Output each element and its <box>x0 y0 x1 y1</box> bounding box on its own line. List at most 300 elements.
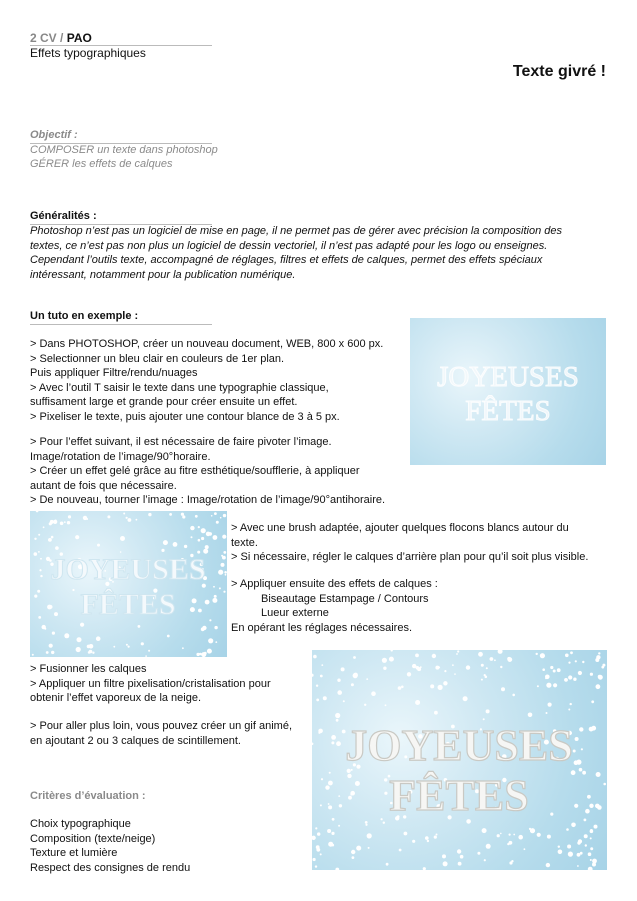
snowflake <box>590 673 593 676</box>
snowflake <box>548 703 552 707</box>
snowflake <box>486 844 491 849</box>
tuto-sub-item: Lueur externe <box>261 607 329 619</box>
general-line: Photoshop n’est pas un logiciel de mise en page, il ne permet pas de gérer avec précision la composition des <box>30 225 562 237</box>
snowflake <box>87 645 91 649</box>
snowflake <box>343 700 345 702</box>
snowflake <box>575 660 577 662</box>
snowflake <box>34 552 38 556</box>
criteria-item: Choix typographique <box>30 818 131 830</box>
snowflake <box>223 551 226 554</box>
snowflake <box>513 834 515 836</box>
snowflake <box>590 859 592 861</box>
snowflake <box>425 836 429 840</box>
snowflake <box>415 700 420 705</box>
tuto-sub-item: Biseautage Estampage / Contours <box>261 592 429 605</box>
snowflake <box>316 685 318 687</box>
snowflake <box>40 569 42 571</box>
snowflake <box>443 681 447 685</box>
snowflake <box>182 515 185 518</box>
tuto-line: > Fusionner les calques <box>30 663 147 675</box>
snowflake <box>53 520 57 524</box>
image-text-line2: FÊTES <box>389 771 529 820</box>
snowflake <box>202 626 206 630</box>
snowflake <box>457 650 459 652</box>
snowflake <box>328 803 330 805</box>
snowflake <box>391 650 393 652</box>
snowflake <box>312 836 316 840</box>
snowflake <box>483 718 485 720</box>
snowflake <box>313 858 316 861</box>
snowflake <box>500 833 502 835</box>
snowflake <box>591 700 594 703</box>
image-text-line1: JOYEUSES <box>345 721 573 770</box>
snowflake <box>347 774 351 778</box>
snowflake <box>141 642 144 645</box>
snowflake <box>558 850 563 855</box>
snowflake <box>444 670 446 672</box>
snowflake <box>212 598 217 603</box>
tuto-step-block-1 <box>30 337 410 424</box>
snowflake <box>321 778 323 780</box>
snowflake <box>509 834 511 836</box>
snowflake <box>32 654 34 656</box>
tuto-line: Image/rotation de l’image/90°horaire. <box>30 450 211 463</box>
tuto-line: > Appliquer ensuite des effets de calques : <box>231 578 438 590</box>
tuto-line: > Pixeliser le texte, puis ajouter une contour blance de 3 à 5 px. <box>30 410 340 423</box>
snowflake <box>540 653 545 658</box>
snowflake <box>494 659 496 661</box>
snowflake <box>320 804 322 806</box>
tuto-line: > Selectionner un bleu clair en couleurs de 1er plan. <box>30 352 285 365</box>
snowflake <box>399 849 402 852</box>
snowflake <box>588 852 592 856</box>
snowflake <box>44 628 46 630</box>
snowflake <box>498 650 503 654</box>
snowflake <box>97 544 100 547</box>
snowflake <box>602 664 605 667</box>
snowflake <box>218 570 223 575</box>
snowflake <box>49 644 53 648</box>
snowflake <box>126 517 128 519</box>
snowflake <box>320 853 322 855</box>
snowflake <box>381 818 383 820</box>
snowflake <box>335 713 340 718</box>
snowflake <box>163 540 168 545</box>
snowflake <box>573 678 576 681</box>
snowflake <box>126 644 128 646</box>
snowflake <box>136 519 138 521</box>
snowflake <box>478 652 483 657</box>
general-heading: Généralités : <box>30 210 97 222</box>
snowflake <box>584 819 587 822</box>
snowflake <box>385 704 387 706</box>
snowflake <box>587 795 591 799</box>
snowflake <box>331 741 334 744</box>
course-name: PAO <box>66 31 92 45</box>
snowflake <box>205 545 209 549</box>
image-text-line2: FÊTES <box>80 588 176 621</box>
snowflake <box>351 683 354 686</box>
snowflake <box>416 666 420 670</box>
snowflake <box>327 829 331 833</box>
snowflake <box>573 750 576 753</box>
snowflake <box>80 623 84 627</box>
snowflake <box>592 863 596 867</box>
snowflake <box>386 863 389 866</box>
objective-list <box>30 143 218 171</box>
snowflake <box>589 804 593 808</box>
snowflake <box>46 557 50 561</box>
snowflake <box>312 743 313 746</box>
snowflake <box>169 513 172 516</box>
snowflake <box>571 770 576 775</box>
snowflake <box>550 813 553 816</box>
snowflake <box>353 656 356 659</box>
snowflake <box>317 832 320 835</box>
snowflake <box>427 840 429 842</box>
snowflake <box>355 781 360 786</box>
snowflake <box>412 840 415 843</box>
snowflake <box>339 804 342 807</box>
snowflake <box>365 821 368 824</box>
general-paragraph <box>30 224 610 282</box>
snowflake <box>341 667 345 671</box>
snowflake <box>382 658 387 663</box>
snowflake <box>384 778 387 781</box>
snowflake <box>40 558 42 560</box>
snowflake <box>407 672 411 676</box>
objective-line: GÉRER les effets de calques <box>30 158 173 170</box>
snowflake <box>331 832 334 835</box>
snowflake <box>568 675 572 679</box>
snowflake <box>337 679 340 682</box>
snowflake <box>553 683 557 687</box>
snowflake <box>420 666 422 668</box>
snowflake <box>585 809 590 814</box>
course-label <box>30 31 92 45</box>
snowflake <box>328 842 333 847</box>
snowflake <box>325 785 329 789</box>
snowflake <box>338 825 340 827</box>
snowflake <box>312 674 314 677</box>
snowflake <box>579 768 583 772</box>
snowflake <box>595 658 599 662</box>
snowflake <box>512 694 515 697</box>
snowflake <box>38 616 41 619</box>
snowflake <box>590 830 594 834</box>
snowflake <box>353 673 358 678</box>
snowflake <box>383 822 385 824</box>
snowflake <box>36 511 39 512</box>
snowflake <box>192 598 197 603</box>
snowflake <box>40 575 42 577</box>
criteria-item: Texture et lumière <box>30 847 118 859</box>
snowflake <box>568 709 570 711</box>
snowflake <box>198 539 201 542</box>
image-text-line2: FÊTES <box>465 395 551 427</box>
snowflake <box>575 737 579 741</box>
snowflake <box>477 852 480 855</box>
snowflake <box>316 699 319 702</box>
snowflake <box>383 667 386 670</box>
snowflake <box>173 542 178 547</box>
snowflake <box>484 859 486 861</box>
snowflake <box>213 535 218 540</box>
snowflake <box>167 635 170 638</box>
snowflake <box>596 684 601 689</box>
snowflake <box>313 655 317 659</box>
tuto-line: > Avec l’outil T saisir le texte dans une typographie classique, <box>30 381 329 394</box>
tuto-line: autant de fois que nécessaire. <box>30 479 177 492</box>
snowflake <box>221 555 223 557</box>
snowflake <box>497 834 500 837</box>
snowflake <box>184 545 187 548</box>
snowflake <box>48 538 52 542</box>
snowflake <box>545 678 547 680</box>
tuto-line: obtenir l’effet vaporeux de la neige. <box>30 692 202 704</box>
tuto-line: > De nouveau, tourner l’image : Image/rotation de l’image/90°antihoraire. <box>30 494 386 506</box>
snowflake <box>574 804 578 808</box>
snowflake <box>148 650 150 652</box>
snowflake <box>315 865 317 867</box>
image-text-line1: JOYEUSES <box>437 361 579 393</box>
snowflake <box>430 684 434 688</box>
snowflake <box>389 657 394 662</box>
snowflake <box>37 590 40 593</box>
snowflake <box>38 551 40 553</box>
snowflake <box>566 828 569 831</box>
snowflake <box>482 828 487 833</box>
snowflake <box>568 662 570 664</box>
snowflake <box>584 834 588 838</box>
snowflake <box>161 549 164 552</box>
snowflake <box>536 653 538 655</box>
snowflake <box>596 772 601 777</box>
snowflake <box>51 536 54 539</box>
snowflake <box>214 595 217 598</box>
snowflake <box>64 521 66 523</box>
snowflake <box>367 833 372 838</box>
snowflake <box>201 528 206 533</box>
document-subtitle: Effets typographiques <box>30 46 146 60</box>
snowflake <box>368 847 370 849</box>
snowflake <box>528 713 533 718</box>
snowflake <box>34 595 37 598</box>
snowflake <box>337 690 342 695</box>
snowflake <box>67 521 70 524</box>
snowflake <box>221 563 225 567</box>
snowflake <box>423 867 426 870</box>
snowflake <box>338 795 340 797</box>
snowflake <box>460 855 464 859</box>
snowflake <box>195 515 198 518</box>
snowflake <box>223 514 226 517</box>
snowflake <box>207 649 212 654</box>
snowflake <box>590 837 592 839</box>
snowflake <box>590 847 593 850</box>
snowflake <box>331 735 336 740</box>
snowflake <box>316 845 320 849</box>
snowflake <box>458 862 462 866</box>
snowflake <box>145 655 147 657</box>
tuto-line: > Appliquer un filtre pixelisation/cristalisation pour <box>30 677 271 690</box>
snowflake <box>442 854 446 858</box>
snowflake <box>588 867 593 870</box>
snowflake <box>366 678 368 680</box>
snowflake <box>438 685 443 690</box>
snowflake <box>329 772 331 774</box>
page-title: Texte givré ! <box>512 63 606 80</box>
snowflake <box>434 711 438 715</box>
tuto-line: > Pour l’effet suivant, il est nécessaire de faire pivoter l’image. <box>30 436 332 448</box>
snowflake <box>64 633 69 638</box>
snowflake <box>571 823 576 828</box>
snowflake <box>198 609 202 613</box>
snowflake <box>578 839 582 843</box>
tuto-divider <box>30 324 212 325</box>
snowflake <box>524 848 526 850</box>
snowflake <box>224 571 227 574</box>
tuto-line: > Pour aller plus loin, vous pouvez créer un gif animé, <box>30 720 293 732</box>
snowflake <box>182 647 184 649</box>
criteria-item: Composition (texte/neige) <box>30 832 156 845</box>
snowflake <box>567 845 571 849</box>
tuto-line: suffisament large et grande pour créer ensuite un effet. <box>30 396 298 408</box>
snowflake <box>452 664 454 666</box>
snowflake <box>598 675 603 680</box>
snowflake <box>223 591 225 593</box>
tuto-step-block-5 <box>30 662 310 706</box>
snowflake <box>568 852 573 857</box>
snowflake <box>38 534 40 536</box>
snowflake <box>546 683 551 688</box>
snowflake <box>77 637 82 642</box>
snowflake <box>320 675 323 678</box>
snowflake <box>500 666 502 668</box>
snowflake <box>371 691 376 696</box>
snowflake <box>49 522 52 525</box>
snowflake <box>594 825 598 829</box>
snowflake <box>75 535 79 539</box>
tuto-line: > Si nécessaire, régler le calques d’arrière plan pour qu’il soit plus visible. <box>231 551 589 563</box>
tuto-step-block-3 <box>231 521 616 565</box>
snowflake <box>364 704 366 706</box>
example-image-step1 <box>410 318 606 465</box>
snowflake <box>456 653 458 655</box>
example-image-final <box>312 650 607 870</box>
snowflake <box>564 678 568 682</box>
objective-line: COMPOSER un texte dans photoshop <box>30 144 218 156</box>
snowflake <box>92 652 94 654</box>
general-line: intéressant, notamment pour la publication numérique. <box>30 268 296 281</box>
snowflake <box>318 729 323 734</box>
tuto-heading: Un tuto en exemple : <box>30 310 139 322</box>
objective-heading: Objectif : <box>30 129 78 141</box>
snowflake <box>51 651 54 654</box>
snowflake <box>107 515 110 518</box>
snowflake <box>384 792 387 795</box>
snowflake <box>350 794 352 796</box>
snowflake <box>76 647 81 652</box>
snowflake <box>34 538 36 540</box>
snowflake <box>209 619 211 621</box>
snowflake <box>88 651 91 654</box>
snowflake <box>415 654 419 658</box>
snowflake <box>490 657 494 661</box>
snowflake <box>603 783 606 786</box>
snowflake <box>550 666 553 669</box>
snowflake <box>432 654 436 658</box>
general-line: textes, ce n’est pas non plus un logiciel de dessin vectoriel, il n’est pas adapté pour les logo ou enseignes. <box>30 239 548 252</box>
snowflake <box>128 518 132 522</box>
snowflake <box>501 687 505 691</box>
snowflake <box>589 727 594 732</box>
snowflake <box>211 515 213 517</box>
snowflake <box>219 587 221 589</box>
snowflake <box>578 671 582 675</box>
snowflake <box>206 532 211 537</box>
snowflake <box>481 679 483 681</box>
snowflake <box>120 536 125 541</box>
snowflake <box>518 835 523 840</box>
snowflake <box>486 709 490 713</box>
snowflake <box>201 537 204 540</box>
tuto-step-block-4 <box>231 577 616 635</box>
snowflake <box>356 846 361 851</box>
snowflake <box>454 673 456 675</box>
snowflake <box>598 652 600 654</box>
snowflake <box>96 636 101 641</box>
snowflake <box>336 719 339 722</box>
snowflake <box>434 836 437 839</box>
snowflake <box>190 526 194 530</box>
snowflake <box>123 513 125 515</box>
snowflake <box>208 638 213 643</box>
snowflake <box>323 696 327 700</box>
snowflake <box>214 626 217 629</box>
snowflake <box>466 665 470 669</box>
snowflake <box>55 546 59 550</box>
snowflake <box>86 518 88 520</box>
snowflake <box>128 646 130 648</box>
snowflake <box>457 849 461 853</box>
snowflake <box>43 526 45 528</box>
tuto-step-block-2 <box>30 435 430 508</box>
tuto-line: En opérant les réglages nécessaires. <box>231 621 412 634</box>
snowflake <box>486 667 488 669</box>
snowflake <box>54 612 58 616</box>
snowflake <box>352 856 355 859</box>
snowflake <box>335 868 339 870</box>
snowflake <box>557 668 561 672</box>
snowflake <box>481 664 484 667</box>
snowflake <box>205 600 210 605</box>
tuto-line: > Dans PHOTOSHOP, créer un nouveau document, WEB, 800 x 600 px. <box>30 338 384 350</box>
snowflake <box>138 625 141 628</box>
snowflake <box>585 844 587 846</box>
image-text-line1: JOYEUSES <box>50 553 206 586</box>
snowflake <box>577 865 579 867</box>
snowflake <box>558 846 560 848</box>
snowflake <box>191 536 193 538</box>
snowflake <box>511 860 513 862</box>
snowflake <box>190 607 195 612</box>
snowflake <box>215 641 217 643</box>
snowflake <box>582 771 586 775</box>
snowflake <box>222 535 226 539</box>
snowflake <box>225 574 227 576</box>
snowflake <box>537 833 541 837</box>
